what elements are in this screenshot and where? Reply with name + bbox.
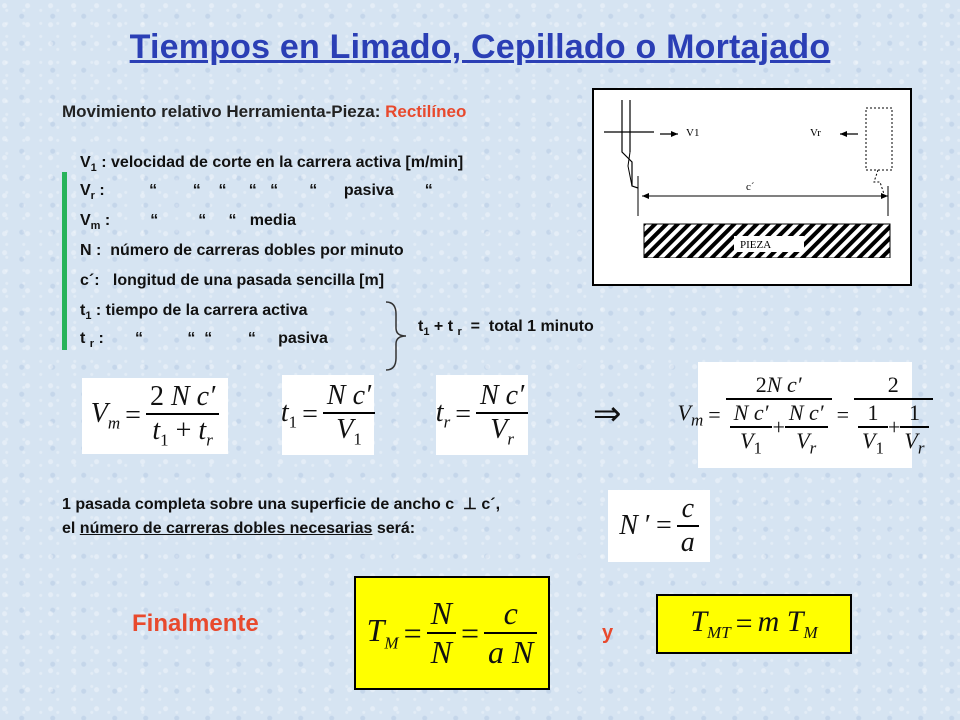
subtitle-value: Rectilíneo (385, 102, 467, 121)
vr-label: Vr (810, 127, 821, 139)
paragraph-line-2: el número de carreras dobles necesarias será: (62, 520, 416, 537)
definition-item: $V_m$ : “ “ “ media (80, 212, 297, 233)
equation-tm: $T_M$ = $\frac{N}{N}$ = $\frac{c}{\text{a N}}$ (354, 576, 550, 690)
equation-t1: $t_1$ = $\frac{\text{N c′}}{V_1}$ (282, 375, 374, 455)
definition-item: c´: longitud de una pasada sencilla [m] (80, 272, 385, 289)
curly-brace (382, 300, 410, 372)
piece-label: PIEZA (740, 239, 772, 251)
page-title: Tiempos en Limado, Cepillado o Mortajado (129, 28, 831, 66)
equation-n-prime: N ′ = $\frac{c}{a}$ (608, 490, 710, 562)
equation-tmt: $T_{MT}$ = m $T_M$ (656, 594, 852, 654)
definition-item: N : número de carreras dobles por minuto (80, 242, 404, 259)
equation-tr: $t_r$ = $\frac{\text{N c′}}{V_r}$ (436, 375, 528, 455)
definition-item: $V_1$ : velocidad de corte en la carrera activa [m/min] (80, 154, 464, 175)
finalmente-label: Finalmente (132, 610, 259, 637)
green-bar (62, 172, 67, 350)
definition-item: t $_r$ : “ “ “ “ pasiva (80, 330, 328, 351)
planer-diagram (592, 88, 912, 286)
sum-relation: $t_1 + t$ $_r$ = total 1 minuto (418, 318, 594, 339)
c-prime-label: c´ (746, 181, 755, 193)
implies-symbol: ⇒ (593, 394, 622, 434)
subtitle (62, 102, 466, 122)
paragraph-line-1: 1 pasada completa sobre una superficie de ancho c ⊥ c´, (62, 496, 501, 513)
definition-item: $t_1$ : tiempo de la carrera activa (80, 302, 308, 323)
equation-vm: $V_m$ = $\frac{\text{2 N c′}}{t_1 + t_r}$ (82, 378, 228, 454)
definition-item: $V_r$ : “ “ “ “ “ “ pasiva “ (80, 182, 433, 203)
v1-label: V1 (686, 127, 700, 139)
and-word: y (602, 622, 614, 644)
diagram-drawing (594, 90, 910, 284)
equation-vm-expanded: $V_m$ = 2N c′ $\frac{\text{N c′}}{V_1}$ + $\frac{\text{N c′}}{V_r}$ = 2 $\frac{1}{V_1}$ + $\frac{1}{V_r}$ (698, 362, 912, 468)
subtitle-label: Movimiento relativo Herramienta-Pieza: (62, 102, 386, 121)
